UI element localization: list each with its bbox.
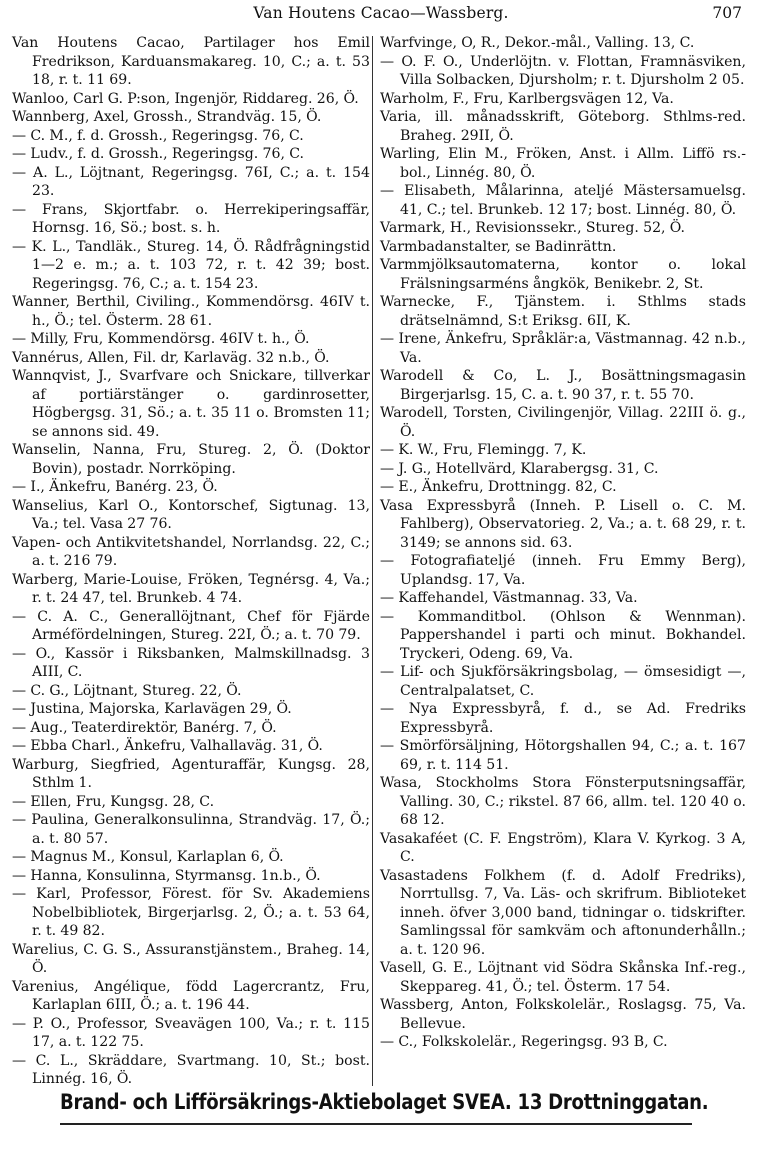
- directory-entry: Warling, Elin M., Fröken, Anst. i Allm. Liffö rs.-bol., Linnég. 80, Ö.: [380, 146, 746, 181]
- directory-entry: — Milly, Fru, Kommendörsg. 46IV t. h., Ö.: [12, 331, 310, 347]
- directory-entry: — Smörförsäljning, Hötorgshallen 94, C.; a. t. 167 69, r. t. 114 51.: [380, 738, 746, 773]
- directory-entry: Wanselin, Nanna, Fru, Stureg. 2, Ö. (Doktor Bovin), postadr. Norrköping.: [12, 442, 370, 477]
- directory-entry: — J. G., Hotellvärd, Klarabergsg. 31, C.: [380, 460, 659, 477]
- directory-entry: — O. F. O., Underlöjtn. v. Flottan, Framnäsviken, Villa Solbacken, Djursholm; r. t. Djursholm 2 05.: [380, 53, 746, 88]
- directory-entry: — Karl, Professor, Förest. för Sv. Akademiens Nobelbibliotek, Birgerjarlsg. 2, Ö.; a. t. 53 64, r. t. 49 82.: [12, 886, 370, 939]
- right-column: [380, 34, 746, 1052]
- directory-entry: — Magnus M., Konsul, Karlaplan 6, Ö.: [12, 849, 284, 865]
- directory-entry: — C. M., f. d. Grossh., Regeringsg. 76, C.: [12, 127, 304, 144]
- directory-entry: — K. W., Fru, Flemingg. 7, K.: [380, 442, 587, 458]
- page-number: 707: [712, 4, 742, 22]
- directory-entry: Vasa Expressbyrå (Inneh. P. Lisell o. C. M. Fahlberg), Observatorieg. 2, Va.; a. t. 68 29, r. t. 3149; se annons sid. 63.: [380, 497, 746, 551]
- directory-entry: — Ebba Charl., Änkefru, Valhallaväg. 31, Ö.: [12, 738, 323, 754]
- directory-entry: Warodell & Co, L. J., Bosättningsmagasin Birgerjarlsg. 15, C. a. t. 90 37, r. t. 55 70.: [380, 368, 746, 403]
- directory-entry: Wannberg, Axel, Grossh., Strandväg. 15, Ö.: [12, 109, 322, 125]
- directory-entry: — C. A. C., Generallöjtnant, Chef för Fjärde Arméfördelningen, Stureg. 22I, Ö.; a. t. 70 79.: [12, 608, 370, 643]
- running-head: [20, 4, 742, 30]
- directory-entry: Warburg, Siegfried, Agenturaffär, Kungsg. 28, Sthlm 1.: [12, 756, 370, 791]
- directory-entry: Varmbadanstalter, se Badinrättn.: [380, 238, 617, 255]
- directory-entry: — Fotografiateljé (inneh. Fru Emmy Berg), Uplandsg. 17, Va.: [380, 553, 746, 588]
- directory-entry: — C. G., Löjtnant, Stureg. 22, Ö.: [12, 682, 242, 699]
- directory-entry: — C., Folkskolelär., Regeringsg. 93 B, C.: [380, 1034, 668, 1050]
- directory-entry: Wanner, Berthil, Civiling., Kommendörsg. 46IV t. h., Ö.; tel. Österm. 28 61.: [12, 294, 370, 329]
- directory-entry: Varmark, H., Revisionssekr., Stureg. 52, Ö.: [380, 220, 686, 236]
- directory-entry: — E., Änkefru, Drottningg. 82, C.: [380, 479, 617, 495]
- directory-entry: Van Houtens Cacao, Partilager hos Emil Fredrikson, Karduansmakareg. 10, C.; a. t. 53 18, r. t. 11 69.: [12, 35, 370, 88]
- directory-entry: Vasell, G. E., Löjtnant vid Södra Skånska Inf.-reg., Skeppareg. 41, Ö.; tel. Österm. 17 54.: [380, 960, 746, 995]
- directory-entry: — C. L., Skräddare, Svartmang. 10, St.; bost. Linnég. 16, Ö.: [12, 1052, 370, 1087]
- directory-entry: — Nya Expressbyrå, f. d., se Ad. Fredriks Expressbyrå.: [380, 701, 746, 736]
- directory-entry: Vasakaféet (C. F. Engström), Klara V. Kyrkog. 3 A, C.: [380, 830, 746, 865]
- directory-entry: Wasa, Stockholms Stora Fönsterputsningsaffär, Valling. 30, C.; rikstel. 87 66, allm. tel. 120 40 o. 68 12.: [380, 775, 746, 828]
- left-column: [12, 34, 370, 1089]
- directory-entry: Wassberg, Anton, Folkskolelär., Roslagsg. 75, Va. Bellevue.: [380, 997, 746, 1032]
- directory-entry: — Justina, Majorska, Karlavägen 29, Ö.: [12, 701, 292, 717]
- footer-rule: [60, 1123, 692, 1125]
- directory-entry: — A. L., Löjtnant, Regeringsg. 76I, C.; a. t. 154 23.: [12, 164, 370, 199]
- directory-entry: Warholm, F., Fru, Karlbergsvägen 12, Va.: [380, 90, 674, 107]
- directory-entry: — Hanna, Konsulinna, Styrmansg. 1n.b., Ö.: [12, 867, 321, 884]
- directory-entry: Warnecke, F., Tjänstem. i. Sthlms stads drätselnämnd, S:t Eriksg. 6II, K.: [380, 294, 746, 329]
- directory-entry: Vasastadens Folkhem (f. d. Adolf Fredriks), Norrtullsg. 7, Va. Läs- och skrifrum. Biblioteket inneh. öfver 3,000 band, tidningar o. tidskrifter. Samlingssal för samkväm och aftonunderhålln.; a. t. 120 96.: [380, 867, 746, 958]
- directory-entry: Varmmjölksautomaterna, kontor o. lokal Frälsningsarméns ångkök, Benikebr. 2, St.: [380, 257, 746, 292]
- directory-entry: Warberg, Marie-Louise, Fröken, Tegnérsg. 4, Va.; r. t. 24 47, tel. Brunkeb. 4 74.: [12, 571, 370, 606]
- footer-advertisement: Brand- och Lifförsäkrings-Aktiebolaget SVEA. 13 Drottninggatan.: [60, 1090, 709, 1114]
- directory-entry: — K. L., Tandläk., Stureg. 14, Ö. Rådfrågningstid 1—2 e. m.; a. t. 103 72, r. t. 42 39; bost. Regeringsg. 76, C.; a. t. 154 23.: [12, 238, 370, 292]
- directory-entry: Varia, ill. månadsskrift, Göteborg. Sthlms-red. Braheg. 29II, Ö.: [380, 109, 746, 144]
- directory-entry: — Lif- och Sjukförsäkringsbolag, — ömsesidigt —, Centralpalatset, C.: [380, 664, 746, 699]
- running-title: Van Houtens Cacao—Wassberg.: [253, 4, 509, 22]
- directory-entry: — Ellen, Fru, Kungsg. 28, C.: [12, 793, 215, 810]
- directory-entry: — Irene, Änkefru, Språklär:a, Västmannag. 42 n.b., Va.: [380, 331, 746, 366]
- directory-entry: — I., Änkefru, Banérg. 23, Ö.: [12, 479, 218, 495]
- directory-entry: Wanselius, Karl O., Kontorschef, Sigtunag. 13, Va.; tel. Vasa 27 76.: [12, 497, 370, 532]
- directory-entry: Vapen- och Antikvitetshandel, Norrlandsg. 22, C.; a. t. 216 79.: [12, 534, 370, 569]
- directory-entry: Warelius, C. G. S., Assuranstjänstem., Braheg. 14, Ö.: [12, 941, 370, 976]
- directory-entry: — Kommanditbol. (Ohlson & Wennman). Pappershandel i parti och minut. Bokhandel. Tryckeri, Odeng. 69, Va.: [380, 608, 746, 662]
- directory-entry: — P. O., Professor, Sveavägen 100, Va.; r. t. 115 17, a. t. 122 75.: [12, 1015, 370, 1050]
- directory-entry: Vannérus, Allen, Fil. dr, Karlaväg. 32 n.b., Ö.: [12, 349, 330, 366]
- column-divider: [372, 36, 373, 1086]
- directory-entry: — Kaffehandel, Västmannag. 33, Va.: [380, 590, 638, 606]
- directory-entry: Wannqvist, J., Svarfvare och Snickare, tillverkar af portiärstänger o. gardinrosetter, Högbergsg. 31, Sö.; a. t. 35 11 o. Bromsten 11; se annons sid. 49.: [12, 368, 370, 440]
- directory-entry: — Elisabeth, Målarinna, ateljé Mästersamuelsg. 41, C.; tel. Brunkeb. 12 17; bost. Linnég. 80, Ö.: [380, 183, 746, 218]
- directory-entry: — Paulina, Generalkonsulinna, Strandväg. 17, Ö.; a. t. 80 57.: [12, 812, 370, 847]
- directory-entry: Warodell, Torsten, Civilingenjör, Villag. 22III ö. g., Ö.: [380, 405, 746, 440]
- directory-entry: — Aug., Teaterdirektör, Banérg. 7, Ö.: [12, 719, 277, 736]
- directory-entry: Varenius, Angélique, född Lagercrantz, Fru, Karlaplan 6III, Ö.; a. t. 196 44.: [12, 978, 370, 1013]
- directory-entry: — Frans, Skjortfabr. o. Herrekiperingsaffär, Hornsg. 16, Sö.; bost. s. h.: [12, 201, 370, 236]
- directory-entry: — O., Kassör i Riksbanken, Malmskillnadsg. 3 AIII, C.: [12, 645, 370, 680]
- directory-entry: Warfvinge, O, R., Dekor.-mål., Valling. 13, C.: [380, 35, 695, 51]
- directory-entry: — Ludv., f. d. Grossh., Regeringsg. 76, C.: [12, 146, 305, 162]
- directory-entry: Wanloo, Carl G. P:son, Ingenjör, Riddareg. 26, Ö.: [12, 90, 359, 107]
